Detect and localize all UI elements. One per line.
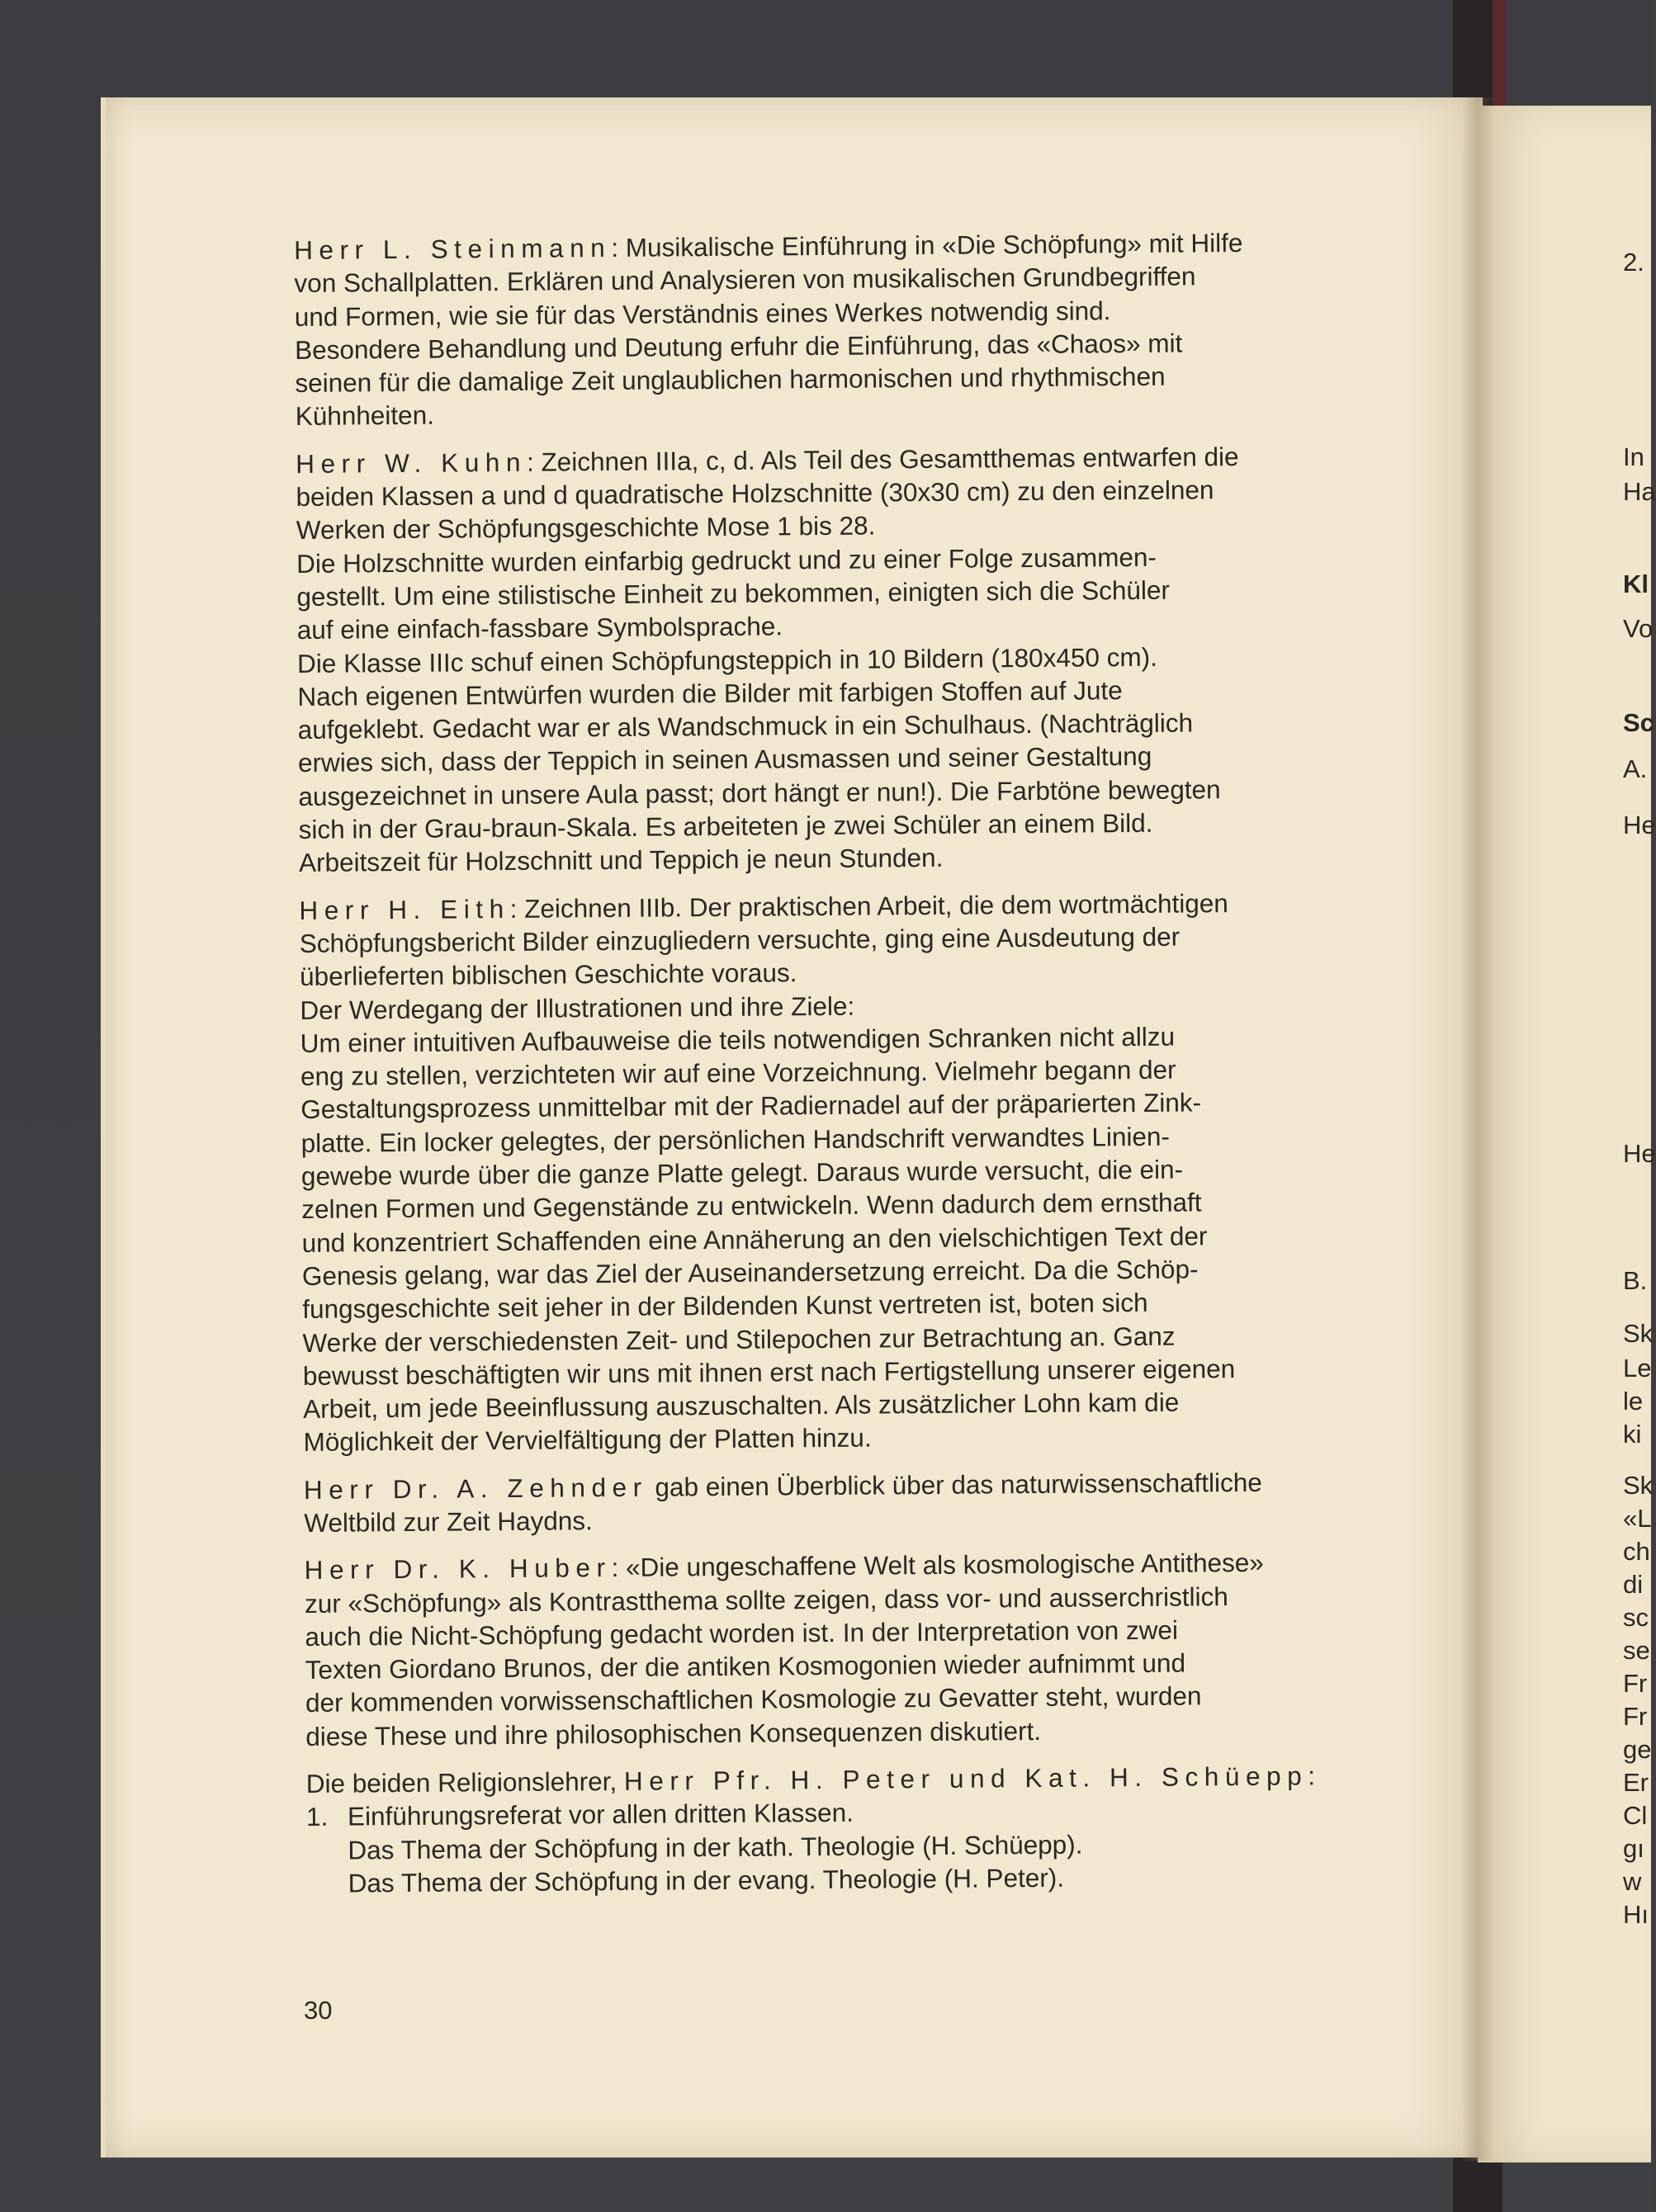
right-page-fragment: ch [1623, 1537, 1650, 1566]
text-line: überlieferten biblischen Geschichte voraus. [299, 957, 797, 992]
right-page-fragment: He [1623, 1139, 1656, 1168]
right-page-fragment: Vo [1623, 614, 1654, 643]
speaker-name: Herr W. Kuhn [296, 447, 528, 479]
text-line: bewusst beschäftigten wir uns mit ihnen erst nach Fertigstellung unserer eigenen [302, 1353, 1236, 1391]
text-line: Besondere Behandlung und Deutung erfuhr die Einführung, das «Chaos» mit [294, 328, 1183, 365]
text-line: von Schallplatten. Erklären und Analysieren von musikalischen Grundbegriffen [294, 261, 1196, 299]
speaker-name: Herr Dr. A. Zehnder [303, 1472, 648, 1505]
text-line: gewebe wurde über die ganze Platte gelegt. Daraus wurde versucht, die ein- [300, 1154, 1184, 1191]
text-line: Werken der Schöpfungsgeschichte Mose 1 bis 28. [296, 510, 876, 546]
paragraphs [294, 225, 1379, 1753]
text-line: Gestaltungsprozess unmittelbar mit der Radiernadel auf der präparierten Zink- [300, 1087, 1202, 1125]
right-page-fragment: Sk [1623, 1471, 1654, 1500]
paragraph [304, 1464, 1378, 1539]
right-page-fragment: Cl [1623, 1801, 1648, 1830]
text-line: Werke der verschiedensten Zeit- und Stilepochen zur Betrachtung an. Ganz [302, 1321, 1176, 1358]
right-page-fragment: 2. [1623, 248, 1644, 276]
right-page-fragment: A. [1623, 754, 1648, 783]
text-line: Möglichkeit der Vervielfältigung der Platten hinzu. [303, 1422, 872, 1458]
text-line: Texten Giordano Brunos, der die antiken Kosmogonien wieder aufnimmt und [305, 1647, 1186, 1685]
text-line: auf eine einfach-fassbare Symbolsprache. [296, 611, 783, 645]
right-page-fragment: le [1623, 1387, 1644, 1416]
paragraph [299, 885, 1376, 1458]
right-page-fragment: Sk [1623, 1319, 1654, 1348]
right-page-fragment: gı [1623, 1834, 1644, 1863]
right-page-fragment: ki [1623, 1420, 1642, 1449]
right-page-fragment: In [1623, 442, 1644, 471]
text-line: aufgeklebt. Gedacht war er als Wandschmuck in ein Schulhaus. (Nachträglich [297, 707, 1194, 745]
final-intro: Die beiden Religionslehrer, [305, 1765, 625, 1799]
text-line: Arbeit, um jede Beeinflussung auszuschalten. Als zusätzlicher Lohn kam die [303, 1387, 1180, 1425]
speaker-name: Herr L. Steinmann [294, 232, 612, 265]
text-line: Kühnheiten. [295, 400, 435, 432]
page-number: 30 [304, 1996, 333, 2025]
paragraph [296, 439, 1372, 880]
text-line: auch die Nicht-Schöpfung gedacht worden ist. In der Interpretation von zwei [305, 1614, 1179, 1652]
text-line: Herr Dr. K. Huber: «Die ungeschaffene Welt als kosmologische Antithese» [304, 1548, 1264, 1586]
list-item-text: Einführungsreferat vor allen dritten Klassen. [347, 1798, 854, 1832]
text-line: eng zu stellen, verzichteten wir auf eine Vorzeichnung. Vielmehr begann der [300, 1054, 1176, 1092]
text-line: und Formen, wie sie für das Verständnis eines Werkes notwendig sind. [294, 295, 1111, 332]
right-page-fragment: w [1623, 1867, 1642, 1896]
list-subline: Das Thema der Schöpfung in der evang. Theologie (H. Peter). [348, 1862, 1065, 1898]
right-page-fragment: Hı [1623, 1900, 1649, 1929]
text-line: Der Werdegang der Illustrationen und ihre Ziele: [300, 990, 855, 1025]
right-page-fragment: di [1623, 1570, 1644, 1599]
text-line: Genesis gelang, war das Ziel der Auseinandersetzung erreicht. Da die Schöp- [301, 1254, 1199, 1291]
paragraph [294, 225, 1369, 433]
text-line: diese These und ihre philosophischen Konsequenzen diskutiert. [305, 1715, 1042, 1751]
speaker-name: Herr Dr. K. Huber [304, 1553, 612, 1586]
text-line: der kommenden vorwissenschaftlichen Kosmologie zu Gevatter steht, wurden [305, 1680, 1202, 1718]
text-line: beiden Klassen a und d quadratische Holzschnitte (30x30 cm) zu den einzelnen [296, 475, 1214, 513]
right-page-fragment: Ha [1623, 477, 1656, 506]
text-line: seinen für die damalige Zeit unglaublichen harmonischen und rhythmischen [295, 361, 1166, 399]
text-line: gestellt. Um eine stilistische Einheit zu bekommen, einigten sich die Schüler [296, 574, 1171, 612]
speaker-name: Herr H. Eith [299, 893, 510, 925]
text-line: Schöpfungsbericht Bilder einzugliedern versuchte, ging eine Ausdeutung der [299, 921, 1180, 958]
right-page-fragment: Fr [1623, 1669, 1648, 1698]
right-page-fragment: B. [1623, 1266, 1648, 1295]
book-spine-bottom [1453, 2158, 1502, 2212]
list-subline: Das Thema der Schöpfung in der kath. Theologie (H. Schüepp). [348, 1829, 1083, 1865]
text-line: fungsgeschichte seit jeher in der Bildenden Kunst vertreten ist, boten sich [302, 1288, 1148, 1325]
text-line: Arbeitszeit für Holzschnitt und Teppich je neun Stunden. [298, 843, 944, 878]
right-page-fragment: He [1623, 811, 1656, 839]
final-paragraph [306, 1759, 1380, 1900]
right-page-fragment: ge [1623, 1735, 1652, 1764]
right-page-fragment: Kl [1623, 570, 1649, 598]
right-page-fragment: Le [1623, 1354, 1652, 1382]
right-page-fragment: «L [1623, 1504, 1652, 1533]
text-line: Die Klasse IIIc schuf einen Schöpfungsteppich in 10 Bildern (180x450 cm). [296, 641, 1158, 678]
right-page-fragment: sc [1623, 1603, 1649, 1632]
right-page-fragment: Er [1623, 1768, 1649, 1797]
text-line: zelnen Formen und Gegenstände zu entwickeln. Wenn dadurch dem ernsthaft [301, 1187, 1202, 1225]
text-line: und konzentriert Schaffenden eine Annäherung an den vielschichtigen Text der [301, 1220, 1208, 1258]
text-line: Die Holzschnitte wurden einfarbig gedruckt und zu einer Folge zusammen- [296, 541, 1157, 579]
list-number: 1. [305, 1802, 329, 1832]
page-text-column [294, 225, 1380, 1914]
text-line: Herr W. Kuhn: Zeichnen IIIa, c, d. Als Teil des Gesamtthemas entwarfen die [296, 441, 1239, 479]
speaker-name: Herr Pfr. H. Peter und Kat. H. Schüepp: [623, 1761, 1322, 1796]
book-spine-band [1493, 0, 1506, 107]
text-line: Herr Dr. A. Zehnder gab einen Überblick über das naturwissenschaftliche [303, 1467, 1262, 1505]
text-line: ausgezeichnet in unsere Aula passt; dort hängt er nun!). Die Farbtöne bewegten [298, 773, 1221, 811]
text-line: Um einer intuitiven Aufbauweise die teils notwendigen Schranken nicht allzu [300, 1021, 1176, 1058]
right-page-fragment: Sc [1623, 708, 1654, 737]
right-page-fragment: Fr [1623, 1702, 1648, 1731]
book-gutter [1461, 97, 1494, 2161]
numbered-list [306, 1792, 1380, 1900]
text-line: sich in der Grau-braun-Skala. Es arbeiteten je zwei Schüler an einem Bild. [298, 807, 1153, 845]
text-line: erwies sich, dass der Teppich in seinen Ausmassen und seiner Gestaltung [297, 741, 1152, 778]
text-line: Nach eigenen Entwürfen wurden die Bilder mit farbigen Stoffen auf Jute [297, 674, 1123, 711]
text-line: zur «Schöpfung» als Kontrastthema sollte zeigen, dass vor- und ausserchristlich [304, 1581, 1228, 1619]
text-line: Herr L. Steinmann: Musikalische Einführung in «Die Schöpfung» mit Hilfe [294, 227, 1243, 265]
text-line: Herr H. Eith: Zeichnen IIIb. Der praktischen Arbeit, die dem wortmächtigen [299, 887, 1228, 925]
text-line: platte. Ein locker gelegtes, der persönlichen Handschrift verwandtes Linien- [300, 1121, 1171, 1158]
paragraph [305, 1545, 1379, 1753]
right-page-fragment: se [1623, 1636, 1650, 1665]
text-line: Weltbild zur Zeit Haydns. [304, 1505, 593, 1538]
